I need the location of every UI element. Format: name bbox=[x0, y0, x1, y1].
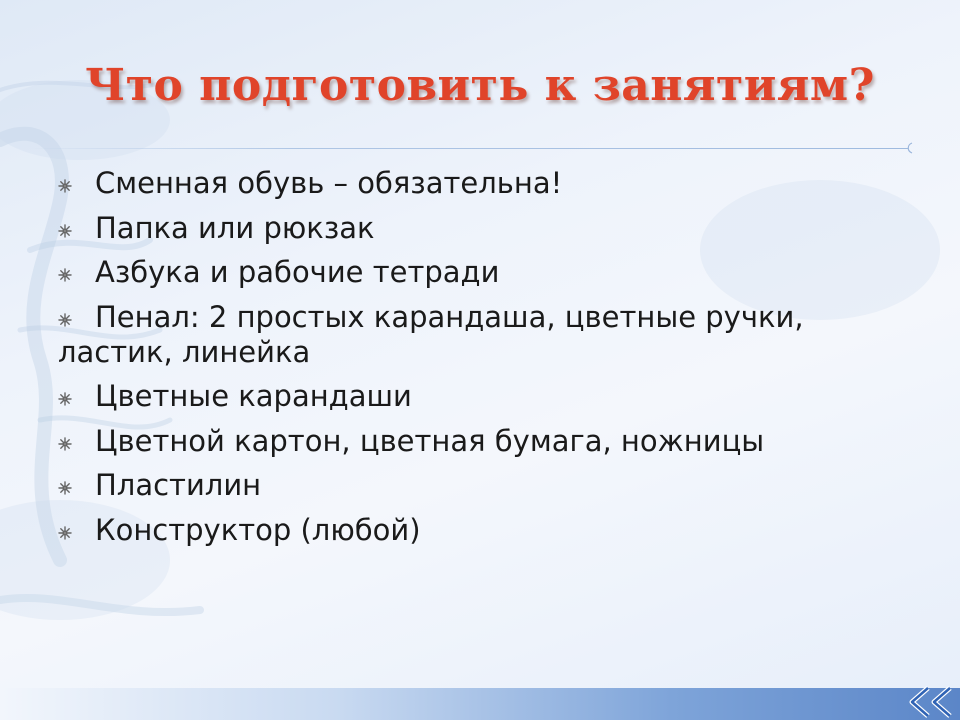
list-item-text: Конструктор (любой) bbox=[95, 512, 421, 547]
list-item-text: Сменная обувь – обязательна! bbox=[95, 166, 563, 200]
chevron-left-double-icon bbox=[898, 683, 960, 720]
bottom-accent-band bbox=[0, 688, 960, 720]
list-item-text: ластик, линейка bbox=[58, 334, 311, 369]
list-item-text: Цветной картон, цветная бумага, ножницы bbox=[95, 423, 765, 458]
bullet-list bbox=[58, 166, 918, 557]
list-item bbox=[58, 468, 918, 503]
list-item bbox=[58, 379, 918, 414]
list-item bbox=[58, 255, 918, 290]
snowflake-bullet-icon bbox=[58, 313, 72, 327]
snowflake-bullet-icon bbox=[58, 437, 72, 451]
list-item-text: Пластилин bbox=[95, 468, 262, 502]
list-item bbox=[58, 513, 918, 548]
list-item bbox=[58, 211, 918, 246]
title-divider bbox=[30, 148, 908, 149]
list-item bbox=[58, 166, 918, 201]
snowflake-bullet-icon bbox=[58, 392, 72, 406]
snowflake-bullet-icon bbox=[58, 224, 72, 238]
divider-end-icon bbox=[904, 142, 914, 154]
list-item-text: Цветные карандаши bbox=[95, 379, 412, 413]
snowflake-bullet-icon bbox=[58, 526, 72, 540]
list-item-text: Папка или рюкзак bbox=[95, 210, 375, 245]
snowflake-bullet-icon bbox=[58, 481, 72, 495]
list-item-text: Азбука и рабочие тетради bbox=[95, 255, 500, 289]
list-item bbox=[58, 300, 918, 370]
snowflake-bullet-icon bbox=[58, 268, 72, 282]
slide-title: Что подготовить к занятиям? bbox=[85, 60, 875, 111]
list-item-text: Пенал: 2 простых карандаша, цветные ручки, bbox=[95, 299, 804, 334]
list-item bbox=[58, 424, 918, 459]
snowflake-bullet-icon bbox=[58, 179, 72, 193]
